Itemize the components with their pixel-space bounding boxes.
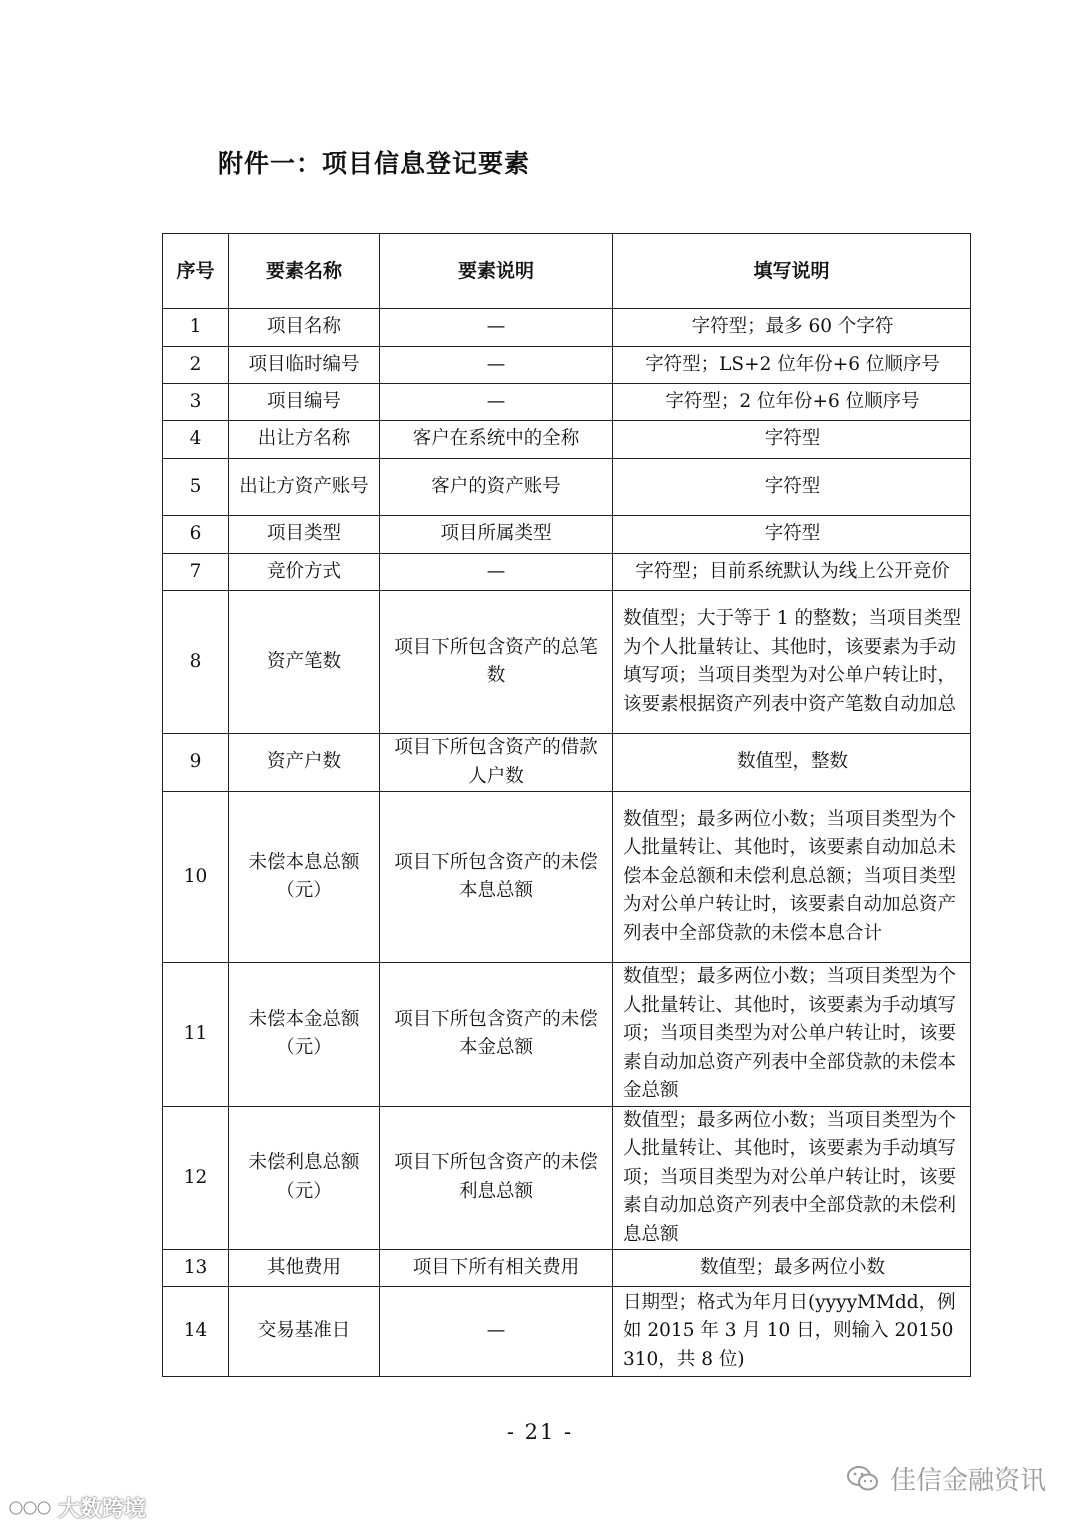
- watermark-wechat-text: 佳信金融资讯: [889, 1466, 1046, 1496]
- table-row: [163, 963, 971, 1107]
- cell-fill: 字符型: [613, 516, 971, 554]
- cell-name: 出让方名称: [229, 421, 380, 459]
- cell-no: 14: [163, 1287, 229, 1377]
- table-row: [163, 459, 971, 516]
- cell-fill: 数值型，整数: [613, 734, 971, 792]
- table-header-row: [163, 234, 971, 309]
- cell-desc: 项目下所包含资产的未偿本息总额: [380, 792, 613, 963]
- cell-no: 1: [163, 309, 229, 347]
- cell-fill: 数值型；最多两位小数；当项目类型为个人批量转让、其他时，该要素为手动填写项；当项目类型为对公单户转让时，该要素自动加总资产列表中全部贷款的未偿本金总额: [613, 963, 971, 1107]
- table-row: [163, 516, 971, 554]
- cell-no: 2: [163, 347, 229, 384]
- cell-no: 11: [163, 963, 229, 1107]
- cell-name: 其他费用: [229, 1250, 380, 1287]
- table-row: [163, 421, 971, 459]
- table-row: [163, 792, 971, 963]
- cell-no: 8: [163, 591, 229, 734]
- cell-fill: 字符型；目前系统默认为线上公开竞价: [613, 554, 971, 591]
- table-row: [163, 347, 971, 384]
- cell-name: 未偿本金总额（元）: [229, 963, 380, 1107]
- table-row: [163, 309, 971, 347]
- table-row: [163, 591, 971, 734]
- cell-fill: 数值型；最多两位小数；当项目类型为个人批量转让、其他时，该要素为手动填写项；当项目类型为对公单户转让时，该要素自动加总资产列表中全部贷款的未偿利息总额: [613, 1106, 971, 1250]
- cell-no: 10: [163, 792, 229, 963]
- header-no: 序号: [163, 234, 229, 309]
- cell-fill: 数值型；最多两位小数: [613, 1250, 971, 1287]
- cell-fill: 字符型: [613, 459, 971, 516]
- cell-name: 项目临时编号: [229, 347, 380, 384]
- cell-desc: 项目所属类型: [380, 516, 613, 554]
- cell-fill: 数值型；大于等于 1 的整数；当项目类型为个人批量转让、其他时，该要素为手动填写项；当项目类型为对公单户转让时，该要素根据资产列表中资产笔数自动加总: [613, 591, 971, 734]
- watermark-wechat: [846, 1460, 1046, 1497]
- table-row: [163, 1250, 971, 1287]
- cell-desc: —: [380, 347, 613, 384]
- cell-no: 5: [163, 459, 229, 516]
- cell-fill: 字符型: [613, 421, 971, 459]
- cell-no: 9: [163, 734, 229, 792]
- cell-desc: 客户的资产账号: [380, 459, 613, 516]
- table-row: [163, 554, 971, 591]
- header-desc: 要素说明: [380, 234, 613, 309]
- cell-fill: 字符型；2 位年份+6 位顺序号: [613, 384, 971, 421]
- cell-desc: 项目下所包含资产的未偿利息总额: [380, 1106, 613, 1250]
- cell-desc: —: [380, 309, 613, 347]
- table-row: [163, 1287, 971, 1377]
- cell-fill: 字符型；最多 60 个字符: [613, 309, 971, 347]
- watermark-logo: [8, 1492, 146, 1523]
- cell-name: 资产笔数: [229, 591, 380, 734]
- cell-desc: —: [380, 384, 613, 421]
- cell-desc: 项目下所有相关费用: [380, 1250, 613, 1287]
- cell-fill: 日期型；格式为年月日(yyyyMMdd，例如 2015 年 3 月 10 日，则输入 20150310，共 8 位): [613, 1287, 971, 1377]
- header-name: 要素名称: [229, 234, 380, 309]
- cell-no: 3: [163, 384, 229, 421]
- cell-desc: 项目下所包含资产的未偿本金总额: [380, 963, 613, 1107]
- page-number: - 21 -: [506, 1420, 574, 1444]
- page-title: 附件一：项目信息登记要素: [218, 149, 531, 178]
- cell-desc: —: [380, 554, 613, 591]
- cell-fill: 数值型；最多两位小数；当项目类型为个人批量转让、其他时，该要素自动加总未偿本金总额和未偿利息总额；当项目类型为对公单户转让时，该要素自动加总资产列表中全部贷款的未偿本息合计: [613, 792, 971, 963]
- cell-name: 竞价方式: [229, 554, 380, 591]
- cell-desc: 项目下所包含资产的总笔数: [380, 591, 613, 734]
- cell-no: 4: [163, 421, 229, 459]
- logo-icon: [8, 1497, 54, 1519]
- cell-desc: —: [380, 1287, 613, 1377]
- table-row: [163, 734, 971, 792]
- cell-desc: 客户在系统中的全称: [380, 421, 613, 459]
- cell-name: 未偿本息总额（元）: [229, 792, 380, 963]
- cell-no: 7: [163, 554, 229, 591]
- watermark-logo-text: 大数跨境: [58, 1497, 147, 1522]
- registration-elements-table: [162, 233, 971, 1377]
- cell-name: 资产户数: [229, 734, 380, 792]
- cell-name: 项目编号: [229, 384, 380, 421]
- table-row: [163, 1106, 971, 1250]
- cell-no: 6: [163, 516, 229, 554]
- cell-name: 项目类型: [229, 516, 380, 554]
- cell-name: 未偿利息总额（元）: [229, 1106, 380, 1250]
- cell-no: 12: [163, 1106, 229, 1250]
- header-fill: 填写说明: [613, 234, 971, 309]
- cell-name: 交易基准日: [229, 1287, 380, 1377]
- cell-name: 出让方资产账号: [229, 459, 380, 516]
- table-row: [163, 384, 971, 421]
- cell-fill: 字符型；LS+2 位年份+6 位顺序号: [613, 347, 971, 384]
- cell-desc: 项目下所包含资产的借款人户数: [380, 734, 613, 792]
- cell-no: 13: [163, 1250, 229, 1287]
- cell-name: 项目名称: [229, 309, 380, 347]
- wechat-icon: [846, 1464, 880, 1494]
